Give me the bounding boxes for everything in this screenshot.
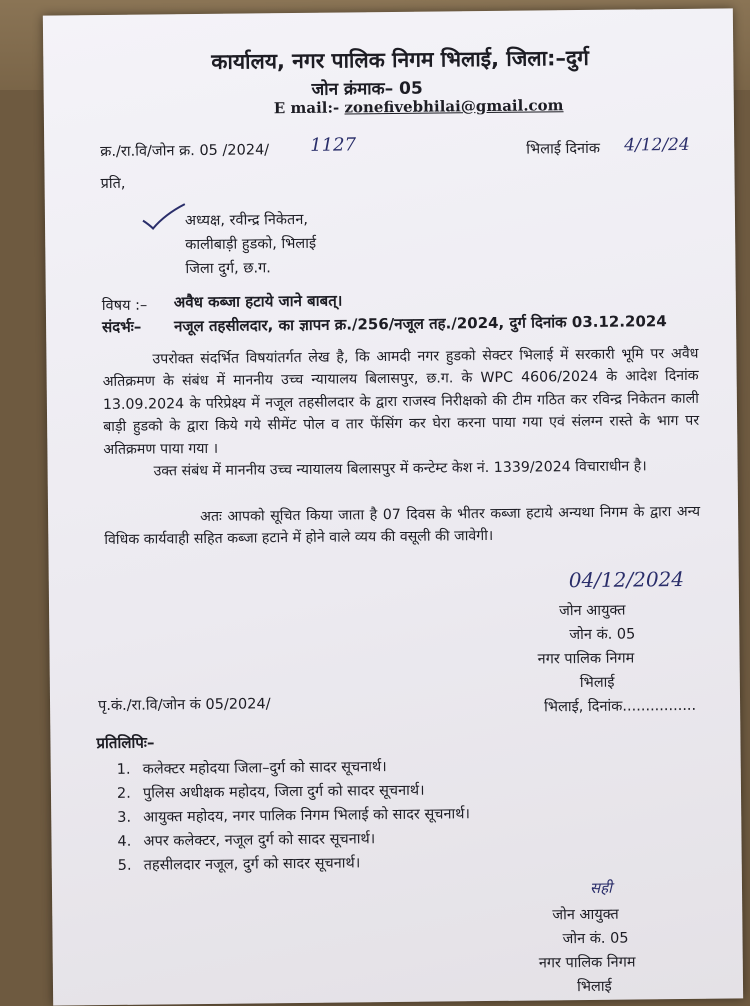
signatory-title: जोन आयुक्त: [559, 602, 626, 620]
letter-page: [43, 8, 743, 1005]
copy-item: 2. पुलिस अधीक्षक महोदय, जिला दुर्ग को सादर सूचनार्थ।: [116, 782, 425, 802]
letter-reference-number: क्र./रा.वि/जोन क्र. 05 /2024/: [100, 142, 270, 161]
handwritten-dispatch-number: 1127: [310, 134, 357, 156]
body-paragraph-2: उक्त संबंध में माननीय उच्च न्यायालय बिलासपुर में कन्टेम्ट केश नं. 1339/2024 विचाराधीन है।: [153, 458, 647, 480]
handwritten-certified-mark: सही: [589, 878, 613, 897]
handwritten-signature-date: 04/12/2024: [568, 566, 685, 593]
handwritten-letter-date: 4/12/24: [624, 134, 690, 156]
signatory-city: भिलाई: [579, 674, 615, 692]
email-line: [274, 96, 564, 117]
subject-text: अवैध कब्जा हटाये जाने बाबत्।: [173, 291, 343, 312]
body-paragraph-1: उपरोक्त संदर्भित विषयांतर्गत लेख है, कि आमदी नगर हुडको सेक्टर भिलाई में सरकारी भूमि पर अवैध अतिक्रमण के संबंध में माननीय उच्च न्यायालय बिलासपुर, छ.ग. के WPC 4606/2024 के आदेश दिनांक 13.09.2024 के परिप्रेक्ष्य में नजूल तहसीलदार के द्वारा राजस्व निरीक्षको की टीम गठित कर रविन्द्र निकेतन काली बाड़ी हुडको के द्वारा किये गये सीमेंट पोल व तार फेंसिंग कर घेरा करना पाया गया एवं संलग्न रास्ते के भाग पर अतिक्रमण पाया गया ।: [102, 345, 700, 458]
email-address: zonefivebhilai@gmail.com: [344, 96, 564, 117]
signatory-zone: जोन कं. 05: [569, 626, 636, 644]
signatory-corporation-2: नगर पालिक निगम: [538, 954, 636, 972]
copy-item: 3. आयुक्त महोदय, नगर पालिक निगम भिलाई को सादर सूचनार्थ।: [117, 806, 471, 826]
letter-date-label: भिलाई दिनांक: [526, 140, 601, 158]
signatory-zone-2: जोन कं. 05: [562, 930, 629, 948]
tick-mark: [139, 200, 189, 235]
signatory-city-2: भिलाई: [576, 978, 612, 996]
signatory-title-2: जोन आयुक्त: [552, 906, 619, 924]
endorsement-number: पृ.कं./रा.वि/जोन कं 05/2024/: [97, 696, 271, 715]
body-paragraph-3: अतः आपको सूचित किया जाता है 07 दिवस के भीतर कब्जा हटाये अन्यथा निगम के द्वारा अन्य विधिक कार्यवाही सहित कब्जा हटाने में होने वाले व्यय की वसूली की जावेगी।: [104, 503, 701, 549]
reference-text: नजूल तहसीलदार, का ज्ञापन क्र./256/नजूल तह./2024, दुर्ग दिनांक 03.12.2024: [174, 312, 667, 336]
signatory-corporation: नगर पालिक निगम: [537, 650, 635, 668]
recipient-line-2: कालीबाड़ी हुडको, भिलाई: [185, 235, 317, 254]
recipient-line-1: अध्यक्ष, रवीन्द्र निकेतन,: [184, 211, 309, 230]
zone-number-heading: जोन क्रंमाक– 05: [311, 78, 423, 100]
reference-label: संदर्भः–: [102, 317, 142, 337]
copy-item: 5. तहसीलदार नजूल, दुर्ग को सादर सूचनार्थ।: [117, 855, 361, 874]
copy-item: 4. अपर कलेक्टर, नजूल दुर्ग को सादर सूचनार्थ।: [117, 831, 376, 850]
copy-item: 1. कलेक्टर महोदया जिला–दुर्ग को सादर सूचनार्थ।: [116, 759, 387, 778]
endorsement-date: भिलाई, दिनांक................: [544, 697, 697, 716]
copy-to-label: प्रतिलिपिः–: [96, 733, 155, 753]
email-label: E mail:-: [273, 98, 340, 118]
office-heading: कार्यालय, नगर पालिक निगम भिलाई, जिला:–दुर्ग: [211, 45, 590, 74]
recipient-line-3: जिला दुर्ग, छ.ग.: [185, 260, 271, 278]
subject-label: विषय :–: [101, 297, 148, 315]
prati-label: प्रति,: [100, 175, 126, 193]
